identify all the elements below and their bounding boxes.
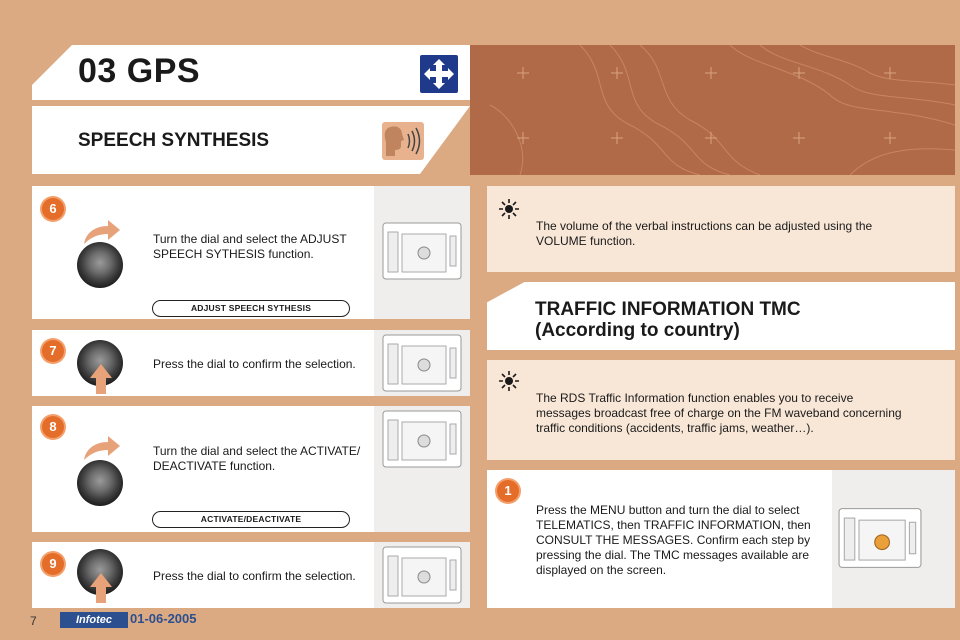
- press-arrow-icon: [88, 571, 114, 605]
- tmc-title-line-2: (According to country): [535, 320, 740, 341]
- tmc-title-line-1: TRAFFIC INFORMATION TMC: [535, 299, 801, 320]
- step-1-badge: 1: [497, 480, 519, 502]
- radio-panel-illustration: [382, 334, 462, 392]
- step-6-function-label: ADJUST SPEECH SYTHESIS: [152, 300, 350, 317]
- lightbulb-tip-icon: [498, 198, 520, 220]
- map-contour-decoration: [470, 45, 955, 175]
- step-6-text: Turn the dial and select the ADJUST SPEECH SYTHESIS function.: [153, 232, 347, 261]
- edition-date: 01-06-2005: [130, 611, 197, 626]
- step-8-text: Turn the dial and select the ACTIVATE/ DEACTIVATE function.: [153, 444, 361, 473]
- step-7-text: Press the dial to confirm the selection.: [153, 357, 356, 371]
- step-1-text: Press the MENU button and turn the dial to select TELEMATICS, then TRAFFIC INFORMATION, then CONSULT THE MESSAGES. Confirm each step by pressing the dial. The TMC messages available are displayed on the screen.: [536, 503, 811, 577]
- page-title: 03 GPS: [78, 52, 201, 90]
- radio-panel-illustration: [382, 546, 462, 604]
- radio-panel-illustration: [382, 222, 462, 280]
- step-6-badge: 6: [42, 198, 64, 220]
- page-number: 7: [30, 614, 37, 628]
- lightbulb-tip-icon: [498, 370, 520, 392]
- press-arrow-icon: [88, 362, 114, 396]
- step-9-text: Press the dial to confirm the selection.: [153, 569, 356, 583]
- control-dial-icon: [77, 460, 123, 506]
- step-9-badge: 9: [42, 553, 64, 575]
- volume-tip-text: The volume of the verbal instructions can be adjusted using the VOLUME function.: [536, 219, 873, 248]
- step-8-badge: 8: [42, 416, 64, 438]
- radio-panel-illustration: [838, 507, 922, 569]
- rds-tip-text: The RDS Traffic Information function enables you to receive messages broadcast free of charge on the FM waveband concerning traffic conditions (accidents, traffic jams, weather…).: [536, 391, 902, 435]
- step-7-badge: 7: [42, 340, 64, 362]
- tmc-title: [535, 299, 801, 341]
- section-title: SPEECH SYNTHESIS: [78, 130, 270, 151]
- brand-logo: Infotec: [60, 612, 128, 628]
- radio-panel-illustration: [382, 410, 462, 468]
- gps-navigation-icon: [420, 55, 458, 93]
- rotate-arrow-icon: [80, 434, 122, 462]
- step-8-function-label: ACTIVATE/DEACTIVATE: [152, 511, 350, 528]
- control-dial-icon: [77, 242, 123, 288]
- speech-icon: [382, 122, 424, 160]
